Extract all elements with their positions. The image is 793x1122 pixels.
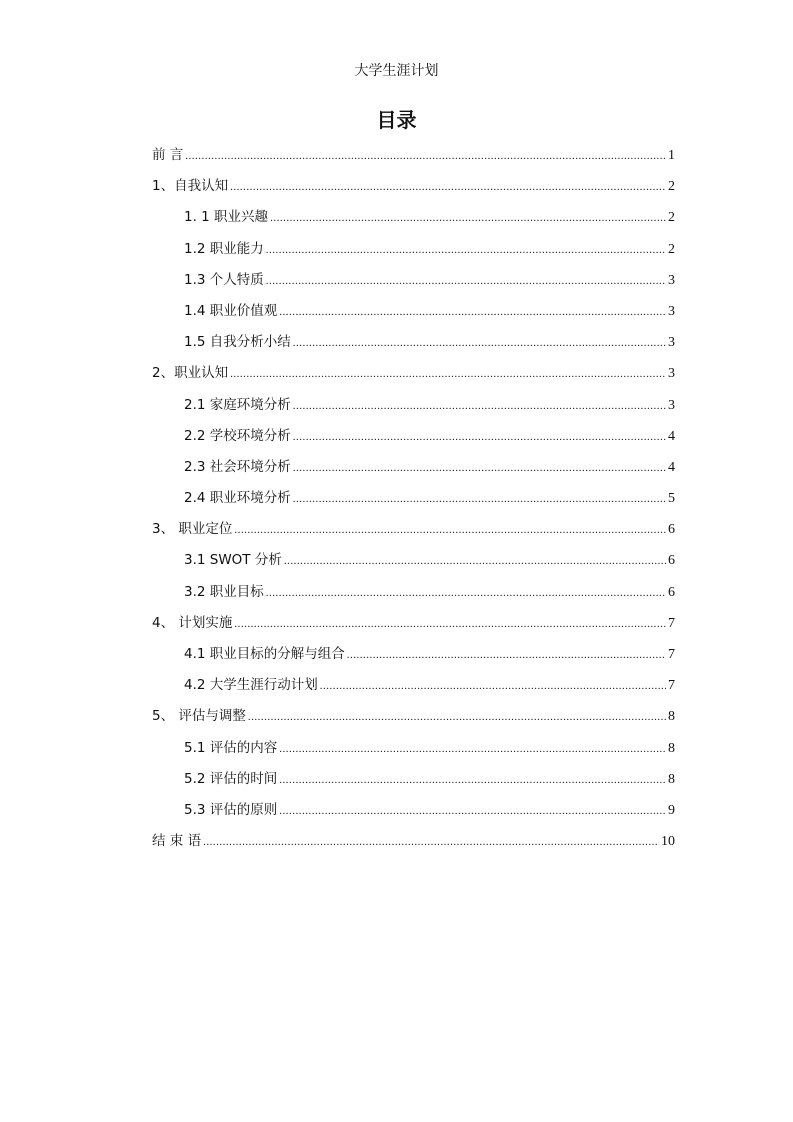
- table-of-contents: [152, 143, 675, 860]
- toc-leader-dots: [203, 830, 659, 854]
- toc-leader-dots: [293, 331, 666, 355]
- toc-entry[interactable]: [152, 611, 675, 642]
- toc-leader-dots: [293, 487, 666, 511]
- toc-leader-dots: [293, 425, 666, 449]
- toc-entry[interactable]: [152, 393, 675, 424]
- toc-entry[interactable]: [152, 143, 675, 174]
- toc-entry[interactable]: [152, 205, 675, 236]
- toc-entry[interactable]: [152, 455, 675, 486]
- toc-entry[interactable]: [152, 424, 675, 455]
- toc-leader-dots: [293, 456, 666, 480]
- toc-entry[interactable]: [152, 829, 675, 860]
- toc-entry-label: 3.2 职业目标: [184, 583, 264, 600]
- toc-entry-page-number: 3: [668, 272, 675, 288]
- toc-entry-label: 3.1 SWOT 分析: [184, 552, 282, 569]
- toc-entry[interactable]: [152, 299, 675, 330]
- toc-entry-page-number: 4: [668, 459, 675, 475]
- toc-entry[interactable]: [152, 237, 675, 268]
- toc-entry-label: 5、 评估与调整: [152, 708, 246, 725]
- toc-leader-dots: [270, 206, 666, 230]
- toc-leader-dots: [284, 549, 666, 573]
- toc-entry-label: 1.5 自我分析小结: [184, 334, 291, 351]
- toc-entry-page-number: 3: [668, 303, 675, 319]
- toc-leader-dots: [293, 394, 666, 418]
- toc-leader-dots: [279, 768, 666, 792]
- toc-entry-label: 结 束 语: [152, 833, 202, 850]
- toc-entry-label: 2.2 学校环境分析: [184, 427, 291, 444]
- toc-entry-page-number: 8: [668, 740, 675, 756]
- toc-entry[interactable]: [152, 736, 675, 767]
- toc-entry-page-number: 7: [668, 647, 675, 662]
- toc-entry-label: 4.1 职业目标的分解与组合: [184, 646, 345, 662]
- toc-entry-page-number: 10: [661, 834, 675, 850]
- toc-leader-dots: [320, 674, 666, 698]
- toc-leader-dots: [266, 581, 666, 605]
- toc-entry-label: 1.3 个人特质: [184, 271, 264, 288]
- toc-entry-label: 4、 计划实施: [152, 614, 233, 631]
- page-header: 大学生涯计划: [354, 63, 439, 79]
- toc-entry-page-number: 6: [668, 553, 675, 569]
- toc-entry-label: 2、职业认知: [152, 365, 229, 382]
- toc-entry-page-number: 5: [668, 491, 675, 507]
- toc-entry[interactable]: [152, 174, 675, 205]
- toc-leader-dots: [234, 518, 666, 542]
- toc-title: 目录: [376, 108, 417, 132]
- toc-entry-label: 4.2 大学生涯行动计划: [184, 677, 318, 694]
- toc-entry[interactable]: [152, 673, 675, 704]
- toc-entry[interactable]: [152, 767, 675, 798]
- toc-entry-page-number: 2: [668, 241, 675, 257]
- toc-leader-dots: [185, 144, 666, 168]
- toc-entry-label: 5.1 评估的内容: [184, 739, 278, 756]
- toc-entry-page-number: 4: [668, 428, 675, 444]
- toc-entry-label: 1. 1 职业兴趣: [184, 209, 269, 226]
- toc-entry-page-number: 8: [668, 771, 675, 787]
- toc-entry-page-number: 6: [668, 522, 675, 538]
- toc-entry[interactable]: [152, 268, 675, 299]
- toc-entry[interactable]: [152, 580, 675, 611]
- toc-entry-page-number: 6: [668, 584, 675, 600]
- toc-leader-dots: [279, 737, 666, 761]
- toc-leader-dots: [248, 705, 666, 729]
- toc-entry-page-number: 3: [668, 397, 675, 413]
- toc-entry[interactable]: [152, 642, 675, 673]
- toc-leader-dots: [230, 175, 666, 199]
- toc-entry-label: 1、自我认知: [152, 178, 229, 195]
- toc-entry[interactable]: [152, 798, 675, 829]
- toc-leader-dots: [230, 362, 666, 386]
- toc-leader-dots: [347, 643, 666, 667]
- toc-entry-page-number: 3: [668, 335, 675, 351]
- toc-entry[interactable]: [152, 486, 675, 517]
- toc-entry-page-number: 7: [668, 615, 675, 631]
- toc-entry-page-number: 9: [668, 802, 675, 818]
- toc-entry[interactable]: [152, 361, 675, 392]
- toc-entry-label: 2.3 社会环境分析: [184, 458, 291, 475]
- toc-entry-label: 5.3 评估的原则: [184, 801, 278, 818]
- toc-entry-label: 1.2 职业能力: [184, 240, 264, 257]
- toc-leader-dots: [234, 612, 666, 636]
- toc-entry-page-number: 7: [668, 678, 675, 694]
- toc-entry[interactable]: [152, 548, 675, 579]
- toc-entry-page-number: 8: [668, 709, 675, 725]
- toc-entry-label: 3、 职业定位: [152, 521, 233, 538]
- toc-entry-label: 2.4 职业环境分析: [184, 490, 291, 507]
- toc-leader-dots: [266, 269, 666, 293]
- toc-leader-dots: [266, 238, 666, 262]
- toc-entry-label: 5.2 评估的时间: [184, 770, 278, 787]
- toc-entry[interactable]: [152, 517, 675, 548]
- toc-entry-label: 前 言: [152, 147, 184, 163]
- toc-entry-page-number: 2: [668, 210, 675, 226]
- toc-entry[interactable]: [152, 330, 675, 361]
- toc-entry[interactable]: [152, 704, 675, 735]
- toc-entry-page-number: 3: [668, 366, 675, 382]
- toc-leader-dots: [279, 300, 666, 324]
- toc-entry-label: 1.4 职业价值观: [184, 302, 278, 319]
- toc-leader-dots: [279, 799, 666, 823]
- toc-entry-page-number: 1: [668, 148, 675, 163]
- toc-entry-label: 2.1 家庭环境分析: [184, 396, 291, 413]
- toc-entry-page-number: 2: [668, 179, 675, 195]
